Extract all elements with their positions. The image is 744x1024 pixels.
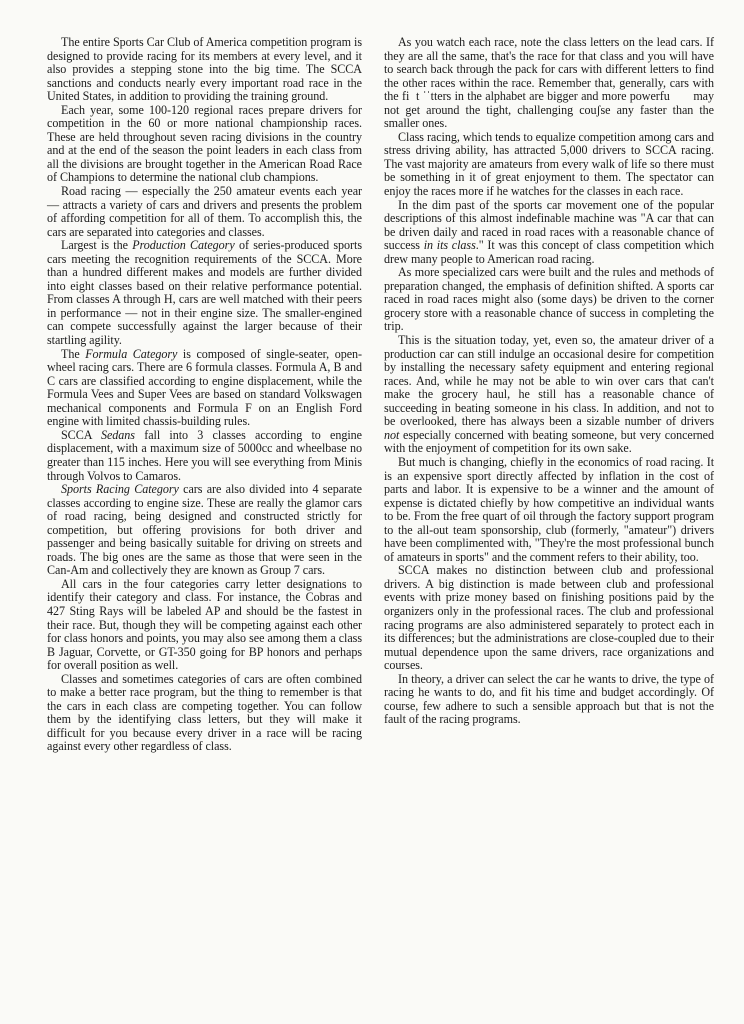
text-run: Largest is the: [61, 238, 133, 253]
text-run: Road racing — especially the 250 amateur events each year — attracts a variety of cars and drivers and presents the problem of affording competition for all of them. To accomplish this, the cars are separated into categories and classes.: [47, 184, 362, 239]
paragraph: [384, 131, 714, 199]
left-text-column: [47, 36, 362, 754]
text-run: As you watch each race, note the class letters on the lead cars. If they are all the same, that's the race for that class and you will have to search back through the pack for cars with different letters to find the other races within the race. Remember that, generally, cars with the fi t ˈˈtters in the alphabet are bigger and more powerfu may not get around the tight, challenging couʃse any faster than the smaller ones.: [384, 35, 714, 131]
paragraph: [47, 483, 362, 578]
paragraph: [384, 334, 714, 456]
paragraph: [384, 673, 714, 727]
text-run: SCCA: [61, 427, 101, 442]
text-run: Each year, some 100-120 regional races prepare drivers for competition in the 60 or more national championship races. These are held throughout seven racing divisions in the country and at the end of the season the point leaders in each class from all the divisions are brought together in the American Road Race of Champions to determine the national club champions.: [47, 102, 362, 185]
text-run: In theory, a driver can select the car he wants to drive, the type of racing he wants to do, and fit his time and budget accordingly. Of course, few adhere to such a sensible approach but that is not the fault of the racing programs.: [384, 671, 714, 727]
text-run: The: [61, 346, 86, 361]
paragraph: [47, 348, 362, 429]
italic-term: Sports Racing Category: [61, 482, 179, 497]
paragraph: [384, 199, 714, 267]
italic-term: Formula Category: [85, 346, 178, 361]
right-text-column: [384, 36, 714, 727]
text-run: As more specialized cars were built and the rules and methods of preparation changed, the emphasis of definition shifted. A sports car raced in road races might also (some days) be driven to the corner grocery store with a reasonable chance of success in completing the trip.: [384, 265, 714, 334]
paragraph: [47, 429, 362, 483]
paragraph: [47, 185, 362, 239]
text-run: This is the situation today, yet, even so, the amateur driver of a production car can still indulge an occasional desire for competition by installing the necessary safety equipment and entering regional races. And, while he may not be able to win over cars that can't make the grocery haul, he still has a reasonable chance of succeeding in beating someone in his class. In addition, and not to be overlooked, there has always been a sizable number of drivers: [384, 333, 714, 429]
text-run: is composed of single-seater, open-wheel racing cars. There are 6 formula classes. Formula A, B and C cars are classified according to engine displacement, while the Formula Vees and Super Vees are based on standard Volkswagen mechanical components and Formula F on an English Ford engine with limited chassis-building rules.: [47, 346, 362, 429]
text-run: of series-produced sports cars meeting the recognition requirements of the SCCA. More than a hundred different makes and models are further divided into eight classes based on their relative performance potential. From classes A through H, cars are well matched with their peers in performance — not in their engine size. The smaller-engined can compete successfully against the larger because of their startling agility.: [47, 238, 362, 348]
text-run: All cars in the four categories carry letter designations to identify their category and class. For instance, the Cobras and 427 Sting Rays will be labeled AP and should be the fastest in their race. But, though they will be competing against each other for class honors and points, you may also see among them a class B Jaguar, Corvette, or GT-350 going for BP honors and perhaps for overall position as well.: [47, 576, 362, 673]
text-run: fall into 3 classes according to engine displacement, with a maximum size of 5000cc and wheelbase no greater than 115 inches. Here you will see everything from Minis through Volvos to Camaros.: [47, 427, 362, 483]
paragraph: [384, 456, 714, 564]
paragraph: [47, 578, 362, 673]
text-run: Class racing, which tends to equalize competition among cars and stress driving ability, has attracted 5,000 drivers to SCCA racing. The vast majority are amateurs from every walk of life so there must be something in it of great enjoyment to them. The spectator can enjoy the races more if he watches for the classes in each race.: [384, 129, 714, 199]
paragraph: [47, 673, 362, 754]
italic-term: not: [384, 427, 400, 442]
paragraph: [47, 36, 362, 104]
italic-term: Sedans: [100, 427, 135, 442]
text-run: cars are also divided into 4 separate classes according to engine size. These are really the glamor cars of road racing, being designed and constructed strictly for competition, but offering provisions for both driver and passenger and being basically suitable for driving on streets and roads. The big ones are the same as those that were seen in the Can-Am and collectively they are known as Group 7 cars.: [47, 482, 362, 578]
italic-term: Production Category: [132, 238, 235, 253]
text-run: SCCA makes no distinction between club and professional drivers. A big distinction is made between club and professional events with prize money based on finishing positions paid by the organizers only in the professional races. The club and professional racing programs are also administered separately to protect each in its differences; but the administrations are close-coupled due to their mutual dependence upon the same drivers, race organizations and courses.: [384, 563, 714, 673]
text-run: especially concerned with beating someone, but very concerned with the enjoyment of competition for its own sake.: [384, 427, 714, 456]
text-run: ." It was this concept of class competition which drew many people to American road racing.: [384, 238, 714, 266]
text-run: Classes and sometimes categories of cars are often combined to make a better race program, but the thing to remember is that the cars in each class are competing together. You can follow them by the identifying class letters, but they will make it difficult for you because every driver in a race will be racing against every other regardless of class.: [47, 671, 362, 754]
text-run: But much is changing, chiefly in the economics of road racing. It is an expensive sport directly affected by inflation in the cost of parts and labor. It is expensive to be a winner and the amount of expense is dictated chiefly by how competitive an individual wants to be. From the free quart of oil through the factory support program to the all-out team sponsorship, club (formerly, "amateur") drivers have been complimented with, "They're the most professional bunch of amateurs in sports" and the comment refers to their ability, too.: [384, 454, 714, 564]
paragraph: [384, 564, 714, 672]
paragraph: [384, 36, 714, 131]
italic-term: in its class: [423, 238, 476, 253]
paragraph: [384, 266, 714, 334]
paragraph: [47, 104, 362, 185]
paragraph: [47, 239, 362, 347]
text-run: In the dim past of the sports car movement one of the popular descriptions of this almost indefinable machine was "A car that can be driven daily and raced in road races with a reasonable chance of success: [384, 197, 714, 253]
text-run: The entire Sports Car Club of America competition program is designed to provide racing for its members at every level, and it also provides a stepping stone into the big time. The SCCA sanctions and conducts nearly every important road race in the United States, in addition to providing the training ground.: [47, 35, 362, 104]
